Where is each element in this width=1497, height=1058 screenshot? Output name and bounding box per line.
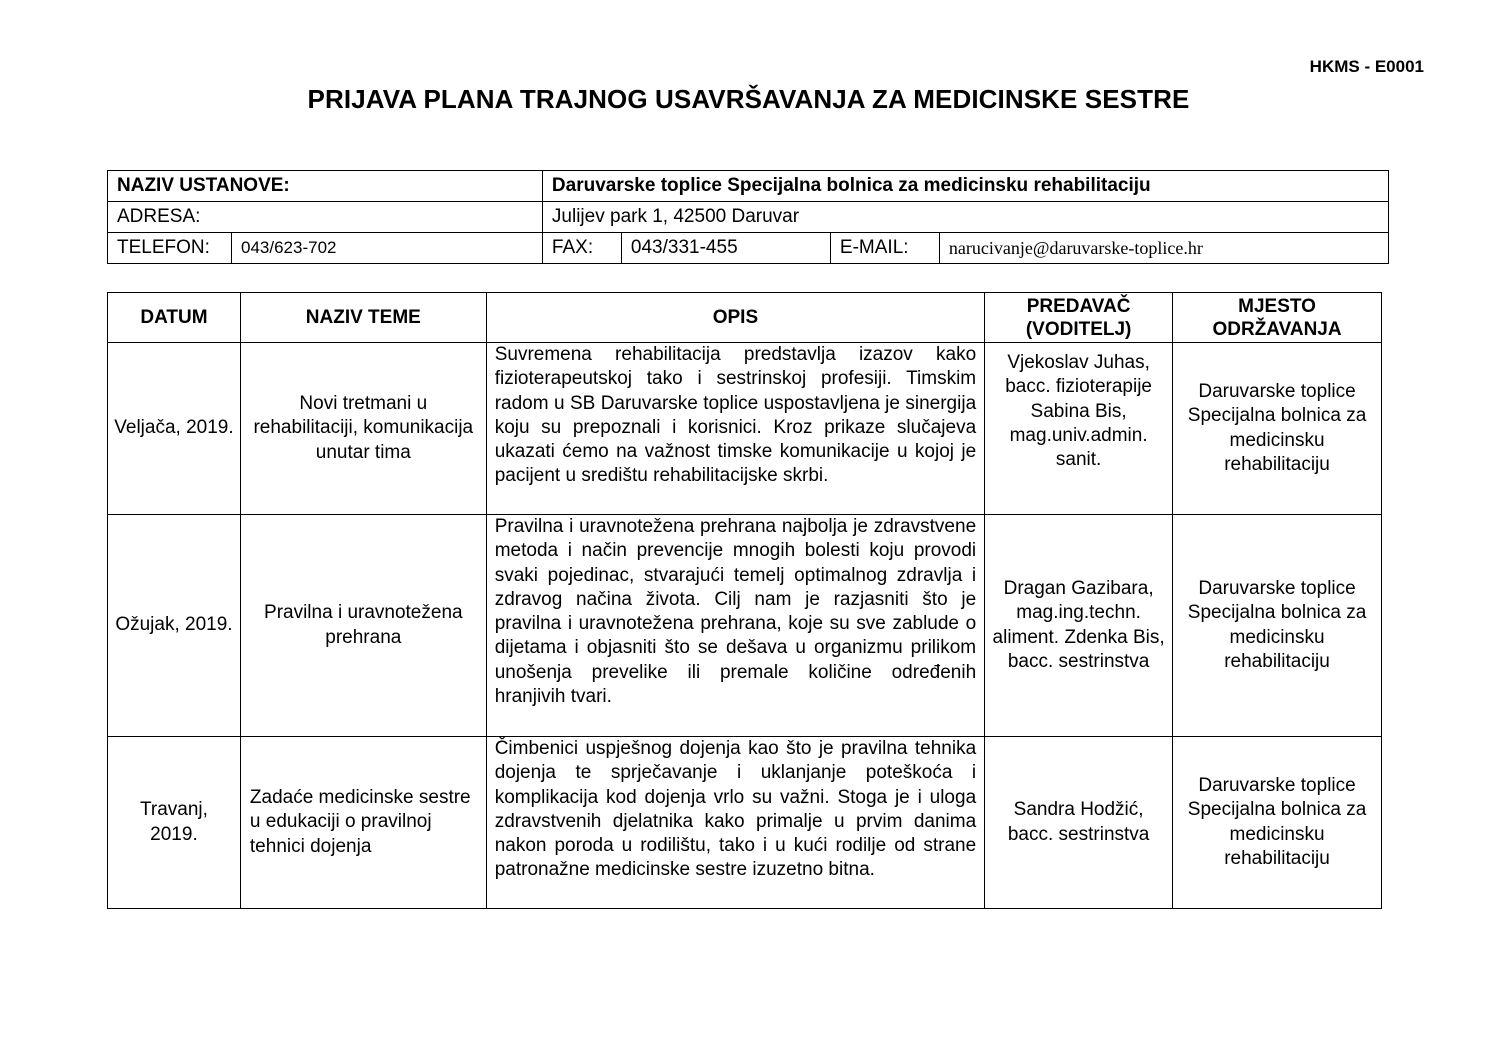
row-topic: Pravilna i uravnotežena prehrana (240, 515, 486, 737)
table-row (108, 737, 1382, 909)
address-label: ADRESA: (108, 202, 543, 233)
row-date: Veljača, 2019. (108, 343, 241, 515)
row-location: Daruvarske toplice Specijalna bolnica za medicinsku rehabilitaciju (1173, 343, 1382, 515)
row-topic: Zadaće medicinske sestre u edukaciji o pravilnoj tehnici dojenja (240, 737, 486, 909)
header-location: MJESTO ODRŽAVANJA (1173, 293, 1382, 343)
fax-label: FAX: (542, 233, 621, 264)
row-lecturer: Vjekoslav Juhas, bacc. fizioterapije Sabina Bis, mag.univ.admin. sanit. (985, 343, 1173, 515)
institution-name-value: Daruvarske toplice Specijalna bolnica za medicinsku rehabilitaciju (542, 171, 1388, 202)
header-date: DATUM (108, 293, 241, 343)
row-description: Čimbenici uspješnog dojenja kao što je pravilna tehnika dojenja te sprječavanje i uklanjanje poteškoća i komplikacija kod dojenja vrlo su važni. Stoga je i uloga zdravstvenih djelatnika kako primalje u prvim danima nakon poroda u rodilištu, tako i u kući rodilje od strane patronažne medicinske sestre izuzetno bitna. (486, 737, 984, 909)
table-header-row (108, 293, 1382, 343)
address-value: Julijev park 1, 42500 Daruvar (542, 202, 1388, 233)
row-date: Travanj, 2019. (108, 737, 241, 909)
row-description: Suvremena rehabilitacija predstavlja izazov kako fizioterapeutskoj tako i sestrinskoj profesiji. Timskim radom u SB Daruvarske toplice uspostavljena je sinergija koju su prepoznali i korisnici. Kroz prikaze slučajeva ukazati ćemo na važnost timske komunikacije u kojoj je pacijent u središtu rehabilitacijske skrbi. (486, 343, 984, 515)
phone-value: 043/623-702 (232, 233, 543, 264)
row-location: Daruvarske toplice Specijalna bolnica za medicinsku rehabilitaciju (1173, 515, 1382, 737)
header-topic: NAZIV TEME (240, 293, 486, 343)
row-location: Daruvarske toplice Specijalna bolnica za medicinsku rehabilitaciju (1173, 737, 1382, 909)
institution-name-label: NAZIV USTANOVE: (108, 171, 543, 202)
row-topic: Novi tretmani u rehabilitaciji, komunikacija unutar tima (240, 343, 486, 515)
phone-label: TELEFON: (108, 233, 232, 264)
document-title: PRIJAVA PLANA TRAJNOG USAVRŠAVANJA ZA MEDICINSKE SESTRE (307, 84, 1190, 114)
email-value[interactable]: narucivanje@daruvarske-toplice.hr (939, 233, 1388, 264)
header-description: OPIS (486, 293, 984, 343)
email-label: E-MAIL: (830, 233, 939, 264)
table-row (108, 343, 1382, 515)
table-row (108, 515, 1382, 737)
institution-name-row (108, 171, 1389, 202)
header-lecturer: PREDAVAČ (VODITELJ) (985, 293, 1173, 343)
document-code: HKMS - E0001 (1309, 57, 1424, 76)
institution-info-table (107, 170, 1389, 264)
row-lecturer: Sandra Hodžić, bacc. sestrinstva (985, 737, 1173, 909)
row-date: Ožujak, 2019. (108, 515, 241, 737)
education-plan-table (107, 292, 1382, 909)
fax-value: 043/331-455 (621, 233, 830, 264)
row-description: Pravilna i uravnotežena prehrana najbolja je zdravstvene metoda i način prevencije mnogih bolesti koju provodi svaki pojedinac, stvarajući temelj optimalnog zdravlja i zdravog načina života. Cilj nam je razjasniti što je pravilna i uravnotežena prehrana, koje su sve zablude o dijetama i objasniti što se dešava u organizmu prilikom unošenja prevelike ili premale količine određenih hranjivih tvari. (486, 515, 984, 737)
row-lecturer: Dragan Gazibara, mag.ing.techn. aliment. Zdenka Bis, bacc. sestrinstva (985, 515, 1173, 737)
contact-row (108, 233, 1389, 264)
address-row (108, 202, 1389, 233)
